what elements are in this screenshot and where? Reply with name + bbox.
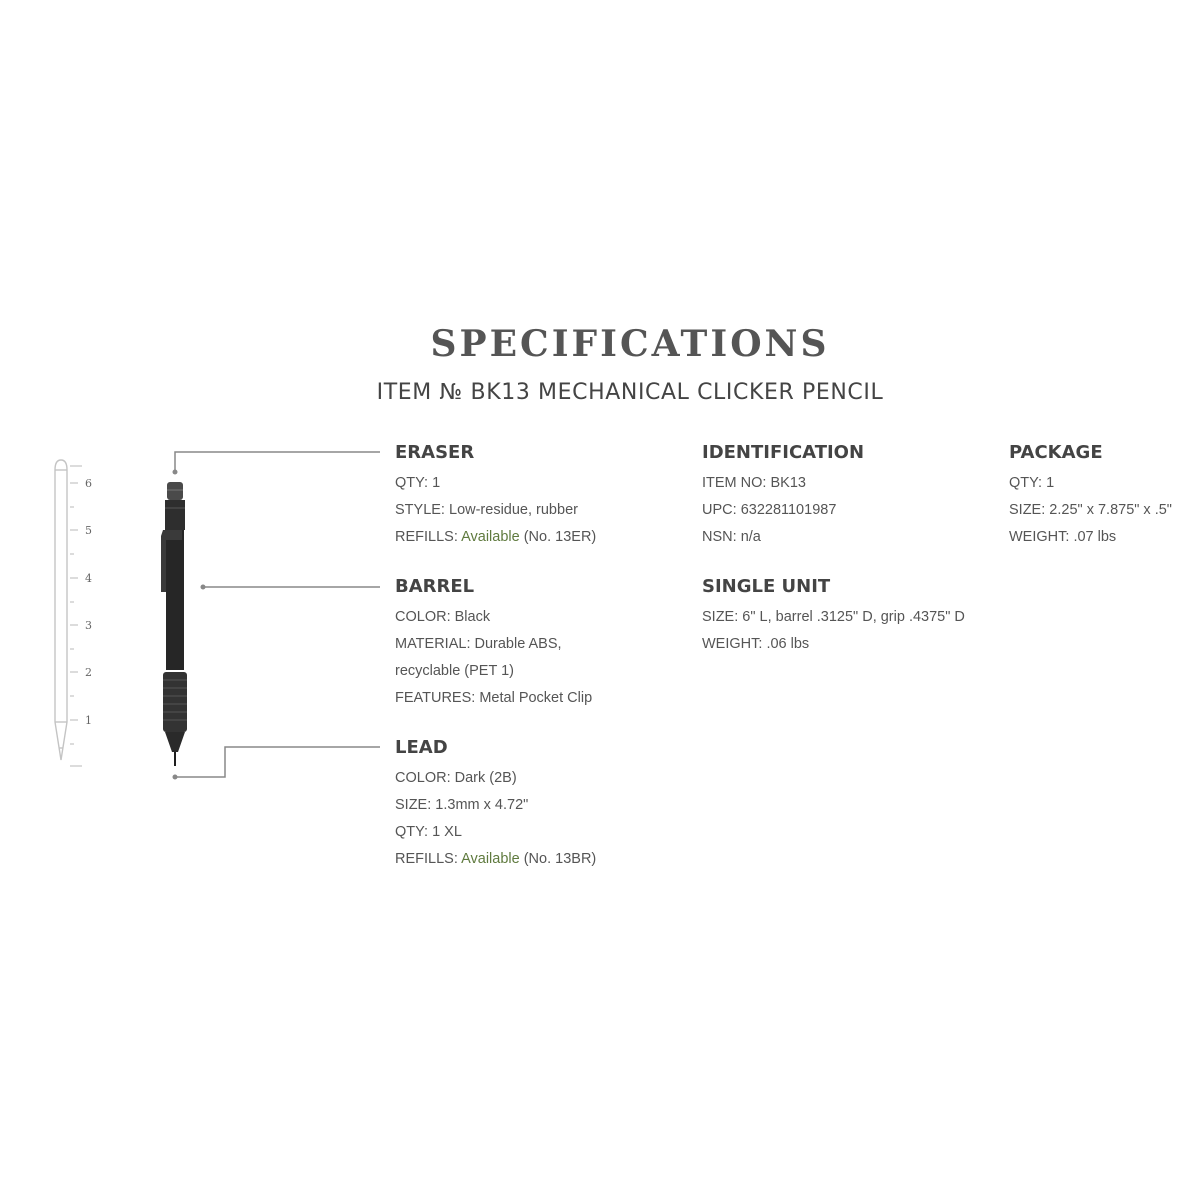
lead-qty-label: QTY:: [395, 824, 429, 840]
identification-upc-row: [702, 497, 864, 524]
package-title: PACKAGE: [1009, 442, 1103, 463]
eraser-style-row: [395, 497, 596, 524]
package-weight-value: .07 lbs: [1073, 529, 1117, 545]
package-weight-row: [1009, 524, 1172, 551]
package-weight-label: WEIGHT:: [1009, 529, 1070, 545]
package-size-value: 2.25" x 7.875" x .5": [1049, 502, 1172, 518]
ruler-label-1: 1: [85, 714, 92, 727]
identification-nsn-label: NSN:: [702, 529, 737, 545]
ruler-label-2: 2: [85, 666, 92, 679]
identification-title: IDENTIFICATION: [702, 442, 865, 463]
lead-color-label: COLOR:: [395, 770, 451, 786]
barrel-section: [395, 576, 592, 712]
barrel-material-value: Durable ABS,: [474, 636, 562, 652]
ruler-label-3: 3: [85, 619, 92, 632]
package-qty-value: 1: [1046, 475, 1055, 491]
package-size-label: SIZE:: [1009, 502, 1046, 518]
single-unit-weight-value: .06 lbs: [766, 636, 810, 652]
barrel-material-label: MATERIAL:: [395, 636, 471, 652]
lead-refills-label: REFILLS:: [395, 851, 458, 867]
identification-upc-value: 632281101987: [740, 502, 837, 518]
black-pencil-icon: [161, 482, 187, 766]
identification-item-label: ITEM NO:: [702, 475, 767, 491]
barrel-features-value: Metal Pocket Clip: [479, 690, 593, 706]
eraser-qty-row: [395, 470, 596, 497]
eraser-refills-part: (No. 13ER): [523, 529, 597, 545]
single-unit-size-value: 6" L, barrel .3125" D, grip .4375" D: [742, 609, 965, 625]
ruler-label-6: 6: [85, 477, 92, 490]
barrel-material-value-2: recyclable (PET 1): [395, 663, 514, 679]
eraser-section: [395, 442, 596, 551]
lead-title: LEAD: [395, 737, 448, 758]
single-unit-weight-row: [702, 631, 965, 658]
package-section: [1009, 442, 1172, 551]
lead-size-label: SIZE:: [395, 797, 432, 813]
package-size-row: [1009, 497, 1172, 524]
barrel-title: BARREL: [395, 576, 475, 597]
identification-section: [702, 442, 864, 551]
identification-nsn-value: n/a: [740, 529, 761, 545]
barrel-color-label: COLOR:: [395, 609, 451, 625]
page-subtitle: ITEM № BK13 MECHANICAL CLICKER PENCIL: [376, 380, 884, 405]
package-qty-label: QTY:: [1009, 475, 1043, 491]
eraser-qty-value: 1: [432, 475, 441, 491]
ruler-label-5: 5: [85, 524, 92, 537]
identification-item-value: BK13: [770, 475, 806, 491]
identification-item-row: [702, 470, 864, 497]
callout-dot-lead: [173, 775, 178, 780]
barrel-features-label: FEATURES:: [395, 690, 476, 706]
single-unit-section: [702, 576, 965, 658]
callout-lines: [175, 452, 380, 777]
eraser-style-label: STYLE:: [395, 502, 445, 518]
page-title: SPECIFICATIONS: [430, 323, 830, 365]
barrel-material-row: [395, 631, 592, 658]
outline-pencil-icon: [55, 460, 67, 760]
single-unit-size-row: [702, 604, 965, 631]
eraser-title: ERASER: [395, 442, 475, 463]
single-unit-title: SINGLE UNIT: [702, 576, 831, 597]
identification-upc-label: UPC:: [702, 502, 737, 518]
callout-dot-eraser: [173, 470, 178, 475]
lead-section: [395, 737, 596, 873]
barrel-color-row: [395, 604, 592, 631]
lead-qty-row: [395, 819, 596, 846]
callout-dot-barrel: [201, 585, 206, 590]
lead-refills-row: [395, 846, 596, 873]
lead-color-value: Dark (2B): [454, 770, 517, 786]
eraser-refills-label: REFILLS:: [395, 529, 458, 545]
ruler-label-4: 4: [85, 572, 92, 585]
eraser-refills-link[interactable]: Available: [461, 529, 520, 545]
barrel-features-row: [395, 685, 592, 712]
barrel-material-continued: [395, 658, 592, 685]
single-unit-weight-label: WEIGHT:: [702, 636, 763, 652]
lead-qty-value: 1 XL: [432, 824, 462, 840]
lead-size-row: [395, 792, 596, 819]
lead-refills-part: (No. 13BR): [523, 851, 597, 867]
eraser-style-value: Low-residue, rubber: [449, 502, 578, 518]
identification-nsn-row: [702, 524, 864, 551]
single-unit-size-label: SIZE:: [702, 609, 739, 625]
eraser-qty-label: QTY:: [395, 475, 429, 491]
lead-size-value: 1.3mm x 4.72": [435, 797, 529, 813]
ruler-scale: [70, 466, 82, 766]
lead-refills-link[interactable]: Available: [461, 851, 520, 867]
barrel-color-value: Black: [454, 609, 491, 625]
lead-color-row: [395, 765, 596, 792]
eraser-refills-row: [395, 524, 596, 551]
package-qty-row: [1009, 470, 1172, 497]
